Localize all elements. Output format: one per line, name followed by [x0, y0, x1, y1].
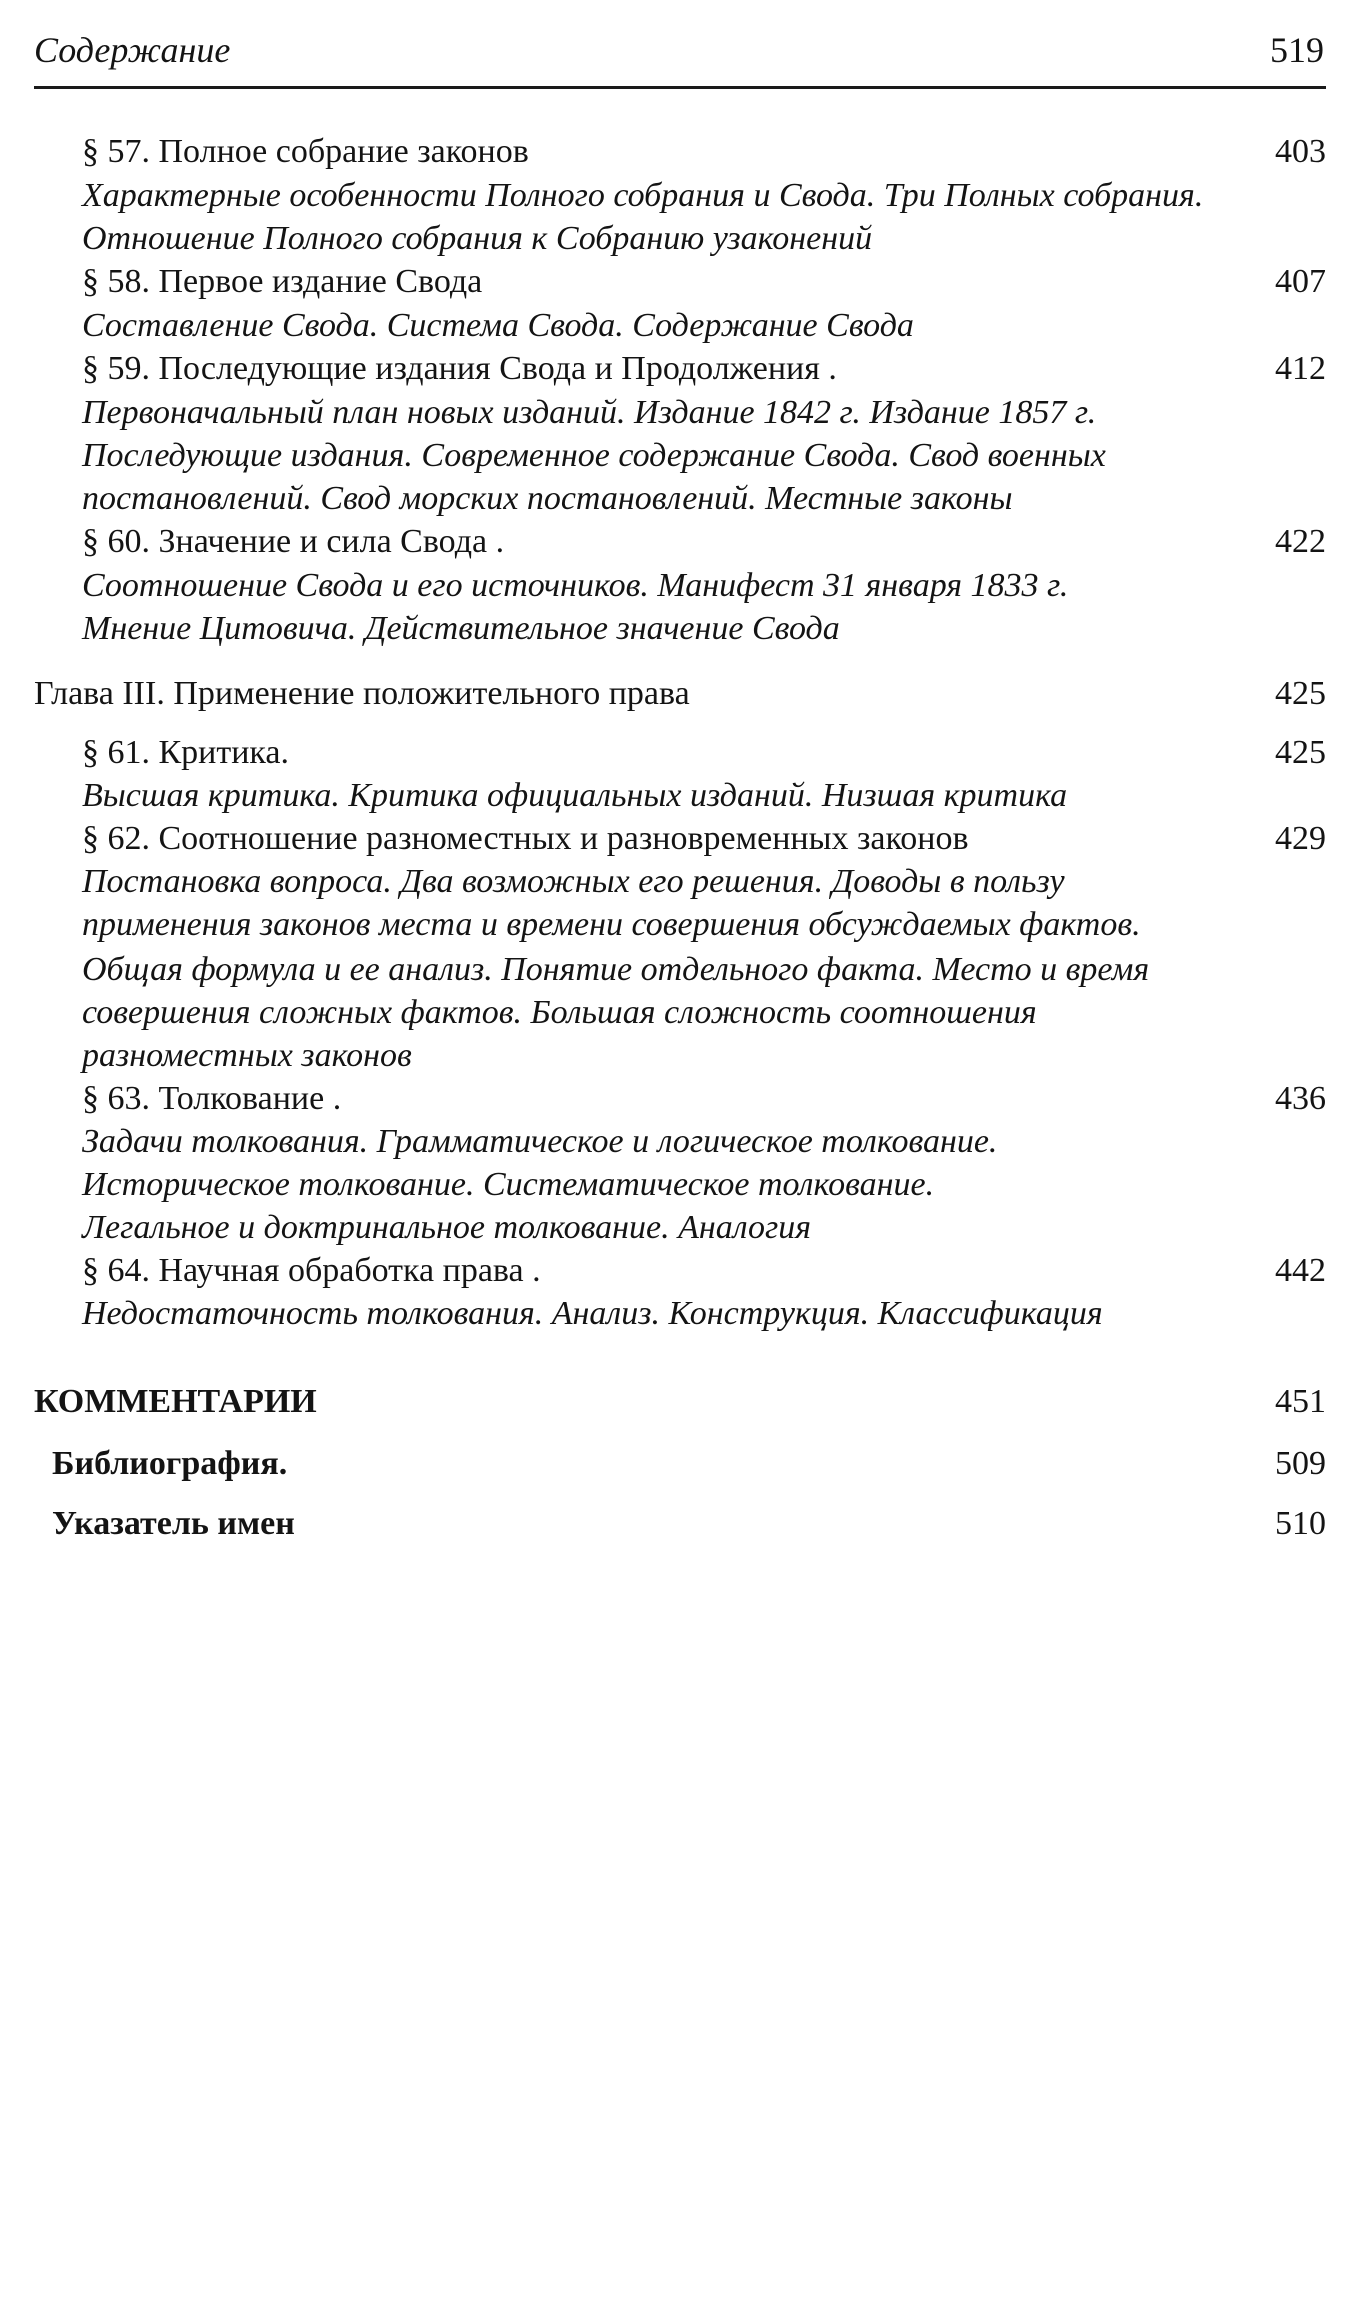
toc-annotation-line: Отношение Полного собрания к Собранию узаконений: [82, 220, 873, 257]
toc-bibliography: [52, 1442, 1326, 1486]
toc-entry-s61: [82, 731, 1326, 775]
toc-annotation-line: Историческое толкование. Систематическое толкование.: [82, 1166, 935, 1203]
toc-entry-title: § 57. Полное собрание законов: [82, 133, 529, 170]
toc-annotation-line: Последующие издания. Современное содержание Свода. Свод военных: [82, 437, 1106, 474]
toc-annotation-line: Постановка вопроса. Два возможных его решения. Доводы в пользу: [82, 863, 1065, 900]
toc-annotation-line: Общая формула и ее анализ. Понятие отдельного факта. Место и время: [82, 951, 1150, 988]
running-header-page-number: 519: [1270, 30, 1324, 70]
toc-chapter-3: [34, 672, 1326, 716]
toc-bibliography-page: 509: [1275, 1445, 1326, 1482]
toc-entry-page: 422: [1275, 523, 1326, 560]
toc-entry-page: 436: [1275, 1080, 1326, 1117]
toc-entry-s58: [82, 260, 1326, 304]
toc-annotation-line: постановлений. Свод морских постановлений. Местные законы: [82, 480, 1013, 517]
toc-annotation-line: Мнение Цитовича. Действительное значение Свода: [82, 610, 840, 647]
toc-entry-page: 403: [1275, 133, 1326, 170]
toc-annotation-line: Первоначальный план новых изданий. Издание 1842 г. Издание 1857 г.: [82, 394, 1097, 431]
toc-chapter-title: Глава III. Применение положительного права: [34, 675, 690, 712]
toc-entry-title: § 61. Критика.: [82, 734, 290, 771]
toc-annotation-line: Высшая критика. Критика официальных изданий. Низшая критика: [82, 777, 1068, 814]
toc-entry-title: § 63. Толкование .: [82, 1080, 342, 1117]
toc-entry-s57: [82, 130, 1326, 174]
toc-annotation-line: совершения сложных фактов. Большая сложность соотношения: [82, 994, 1037, 1031]
toc-entry-title: § 62. Соотношение разноместных и разновременных законов: [82, 820, 969, 857]
toc-name-index: [52, 1502, 1326, 1546]
running-header-title: Содержание: [34, 30, 231, 70]
running-header: [34, 22, 1324, 82]
toc-entry-s60: [82, 520, 1326, 564]
toc-entry-title: § 58. Первое издание Свода: [82, 263, 483, 300]
toc-annotation-line: Характерные особенности Полного собрания и Свода. Три Полных собрания.: [82, 177, 1204, 214]
toc-entry-title: § 59. Последующие издания Свода и Продолжения .: [82, 350, 837, 387]
toc-name-index-page: 510: [1275, 1505, 1326, 1542]
toc-bibliography-title: Библиография.: [52, 1445, 288, 1482]
toc-chapter-page: 425: [1275, 675, 1326, 712]
toc-entry-s64: [82, 1249, 1326, 1293]
toc-entry-page: 429: [1275, 820, 1326, 857]
toc-name-index-title: Указатель имен: [52, 1505, 295, 1542]
toc-annotation-line: применения законов места и времени совершения обсуждаемых фактов.: [82, 906, 1141, 943]
toc-entry-s59: [82, 347, 1326, 391]
toc-entry-page: 412: [1275, 350, 1326, 387]
toc-entry-page: 442: [1275, 1252, 1326, 1289]
toc-annotation-line: Легальное и доктринальное толкование. Аналогия: [82, 1209, 812, 1246]
toc-entry-s63: [82, 1077, 1326, 1121]
toc-commentary: [34, 1380, 1326, 1424]
toc-commentary-title: КОММЕНТАРИИ: [34, 1383, 317, 1420]
toc-entry-page: 425: [1275, 734, 1326, 771]
toc-annotation-line: Соотношение Свода и его источников. Манифест 31 января 1833 г.: [82, 567, 1069, 604]
toc-annotation-line: Задачи толкования. Грамматическое и логическое толкование.: [82, 1123, 998, 1160]
toc-annotation-line: разноместных законов: [82, 1037, 412, 1074]
toc-annotation-line: Составление Свода. Система Свода. Содержание Свода: [82, 307, 914, 344]
toc-commentary-page: 451: [1275, 1383, 1326, 1420]
toc-annotation-line: Недостаточность толкования. Анализ. Конструкция. Классификация: [82, 1295, 1103, 1332]
toc-entry-title: § 60. Значение и сила Свода .: [82, 523, 505, 560]
toc-entry-s62: [82, 817, 1326, 861]
toc-entry-title: § 64. Научная обработка права .: [82, 1252, 541, 1289]
header-rule: [34, 86, 1326, 89]
toc-entry-page: 407: [1275, 263, 1326, 300]
